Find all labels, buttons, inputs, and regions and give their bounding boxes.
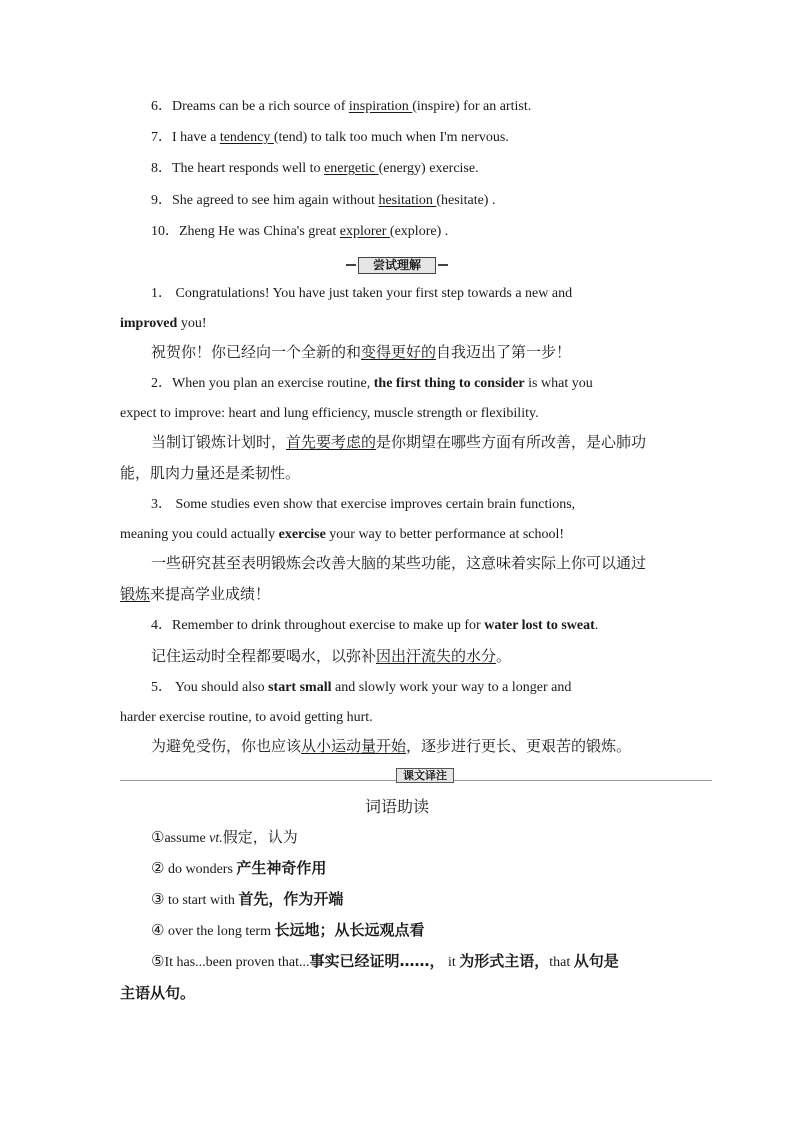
sentence-2-en-cont: expect to improve: heart and lung efficiency, muscle strength or flexibility. (120, 406, 539, 421)
sentence-4-zh (151, 646, 511, 666)
sentence-text: 5． You should also (151, 680, 269, 695)
sentence-text: 4．Remember to drink throughout exercise to make up for (151, 618, 485, 633)
translation-text: 自我迈出了第一步！ (436, 343, 572, 361)
vocab-meaning: 为形式主语， (459, 952, 550, 970)
key-phrase: improved (120, 316, 178, 331)
vocab-item-5 (151, 951, 619, 973)
sentence-1-zh (151, 342, 571, 362)
vocab-item-5-cont: 主语从句。 (120, 984, 196, 1002)
translation-key: 变得更好的 (361, 343, 437, 361)
answer: hesitation (378, 193, 437, 208)
translation-text: 。 (496, 647, 512, 665)
exercise-text: 9．She agreed to see him again without (151, 193, 379, 208)
exercise-text: (tend) to talk too much when I'm nervous. (273, 130, 509, 145)
vocab-meaning: 首先，作为开端 (238, 890, 344, 908)
sentence-text: your way to better performance at school! (325, 527, 565, 542)
answer: inspiration (348, 99, 413, 114)
translation-key: 因出汗流失的水分 (376, 647, 497, 665)
section-tag: 课文译注 (396, 768, 454, 783)
sentence-3-en: 3． Some studies even show that exercise improves certain brain functions, (151, 497, 576, 512)
translation-text: 祝贺你！你已经向一个全新的和 (151, 343, 362, 361)
sentence-text: you! (177, 316, 207, 331)
sentence-3-en-cont (120, 525, 564, 545)
vocab-item-4 (151, 920, 425, 942)
sentence-text: 2．When you plan an exercise routine, (151, 376, 374, 391)
sentence-2-en (151, 374, 593, 394)
sentence-5-zh (151, 736, 631, 756)
vocab-title: 词语助读 (364, 797, 429, 816)
exercise-text: (hesitate) . (436, 193, 496, 208)
section-banner: 尝试理解 (358, 257, 436, 274)
sentence-text: and slowly work your way to a longer and (331, 680, 572, 695)
vocab-item-3 (151, 889, 343, 911)
item-number: ③ (151, 890, 165, 908)
item-number: ⑤ (151, 952, 165, 970)
sentence-text: meaning you could actually (120, 527, 279, 542)
item-number: ② (151, 859, 165, 877)
key-phrase: the first thing to consider (373, 376, 525, 391)
answer: tendency (219, 130, 274, 145)
exercise-6 (151, 97, 531, 117)
translation-key: 锻炼 (120, 585, 151, 603)
vocab-meaning: 事实已经证明……， (309, 952, 445, 970)
exercise-9 (151, 191, 495, 211)
sentence-2-zh (151, 432, 646, 452)
vocab-term: it (444, 955, 460, 970)
sentence-4-en (151, 616, 598, 636)
vocab-item-1 (151, 827, 298, 849)
part-of-speech: vt. (209, 831, 223, 846)
translation-text: 记住运动时全程都要喝水，以弥补 (151, 647, 377, 665)
sentence-5-en (151, 678, 571, 698)
vocab-term: assume (164, 831, 210, 846)
exercise-8 (151, 159, 479, 179)
exercise-10 (151, 222, 448, 242)
answer: energetic (324, 161, 379, 176)
sentence-1-en-cont (120, 314, 206, 334)
vocab-term: It has...been proven that... (164, 955, 310, 970)
exercise-text: 10．Zheng He was China's great (151, 224, 340, 239)
key-phrase: exercise (278, 527, 326, 542)
sentence-2-zh-cont: 能，肌肉力量还是柔韧性。 (120, 464, 301, 482)
sentence-3-zh: 一些研究甚至表明锻炼会改善大脑的某些功能，这意味着实际上你可以通过 (151, 554, 647, 572)
vocab-item-2 (151, 858, 326, 880)
sentence-3-zh-cont (120, 584, 270, 604)
vocab-meaning: 产生神奇作用 (236, 859, 327, 877)
exercise-text: 6．Dreams can be a rich source of (151, 99, 349, 114)
translation-key: 首先要考虑的 (286, 433, 377, 451)
vocab-meaning: 从句是 (573, 952, 619, 970)
exercise-text: (explore) . (389, 224, 449, 239)
translation-text: 是你期望在哪些方面有所改善，是心肺功 (376, 433, 647, 451)
exercise-7 (151, 128, 509, 148)
vocab-meaning: 假定，认为 (222, 828, 298, 846)
key-phrase: water lost to sweat (484, 618, 595, 633)
item-number: ① (151, 828, 165, 846)
translation-text: ，逐步进行更长、更艰苦的锻炼。 (406, 737, 632, 755)
exercise-text: (inspire) for an artist. (412, 99, 532, 114)
vocab-term: do wonders (164, 862, 237, 877)
vocab-term: that (549, 955, 574, 970)
translation-key: 从小运动量开始 (301, 737, 407, 755)
answer: explorer (339, 224, 390, 239)
translation-text: 为避免受伤，你也应该 (151, 737, 302, 755)
sentence-5-en-cont: harder exercise routine, to avoid getting hurt. (120, 710, 373, 725)
item-number: ④ (151, 921, 165, 939)
sentence-text: is what you (524, 376, 593, 391)
sentence-1-en: 1． Congratulations! You have just taken your first step towards a new and (151, 286, 573, 301)
section-banner-wrap (0, 256, 794, 274)
sentence-text: . (594, 618, 599, 633)
vocab-meaning: 长远地；从长远观点看 (274, 921, 425, 939)
exercise-text: (energy) exercise. (378, 161, 479, 176)
translation-text: 当制订锻炼计划时， (151, 433, 287, 451)
translation-text: 来提高学业成绩！ (150, 585, 271, 603)
key-phrase: start small (268, 680, 332, 695)
exercise-text: 7．I have a (151, 130, 220, 145)
vocab-term: to start with (164, 893, 239, 908)
exercise-text: 8．The heart responds well to (151, 161, 325, 176)
vocab-term: over the long term (164, 924, 275, 939)
